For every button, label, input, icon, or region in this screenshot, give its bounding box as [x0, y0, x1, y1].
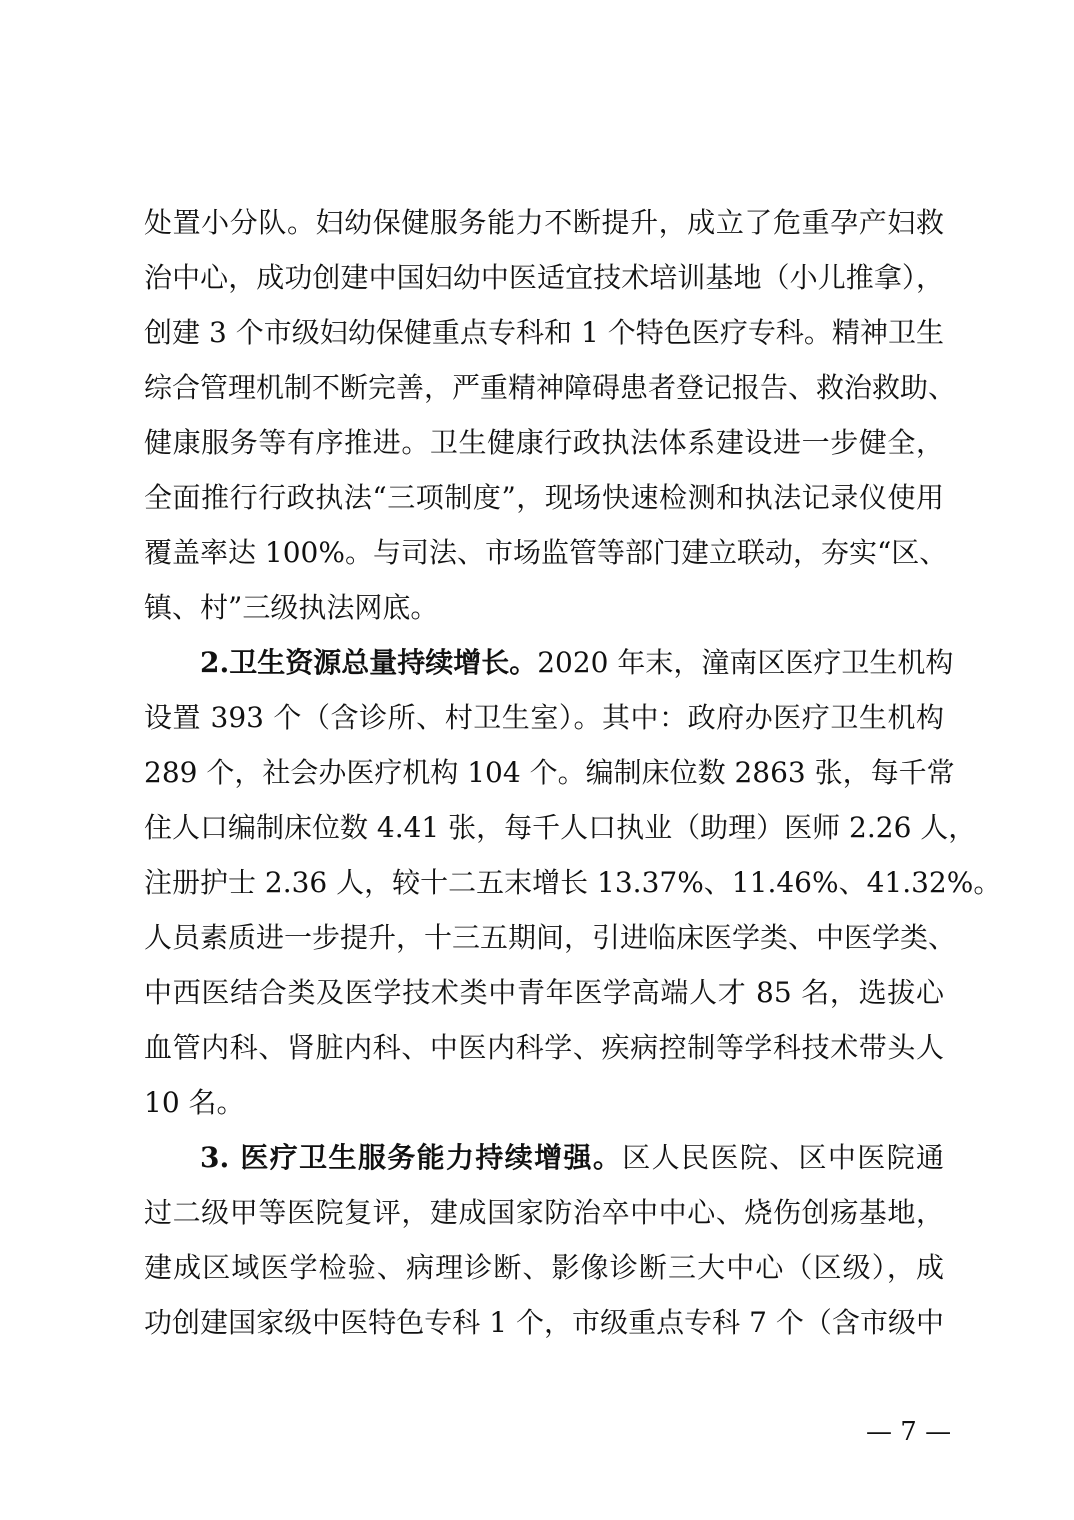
text-line: 综合管理机制不断完善，严重精神障碍患者登记报告、救治救助、 — [144, 371, 957, 404]
text-line: 全面推行行政执法“三项制度”，现场快速检测和执法记录仪使用 — [144, 481, 944, 514]
text-line: 过二级甲等医院复评，建成国家防治卒中中心、烧伤创疡基地， — [144, 1196, 944, 1229]
text-line: 覆盖率达 100%。与司法、市场监管等部门建立联动，夯实“区、 — [144, 536, 948, 569]
paragraph-heading: 3. 医疗卫生服务能力持续增强。 — [200, 1141, 623, 1174]
text-line: 人员素质进一步提升，十三五期间，引进临床医学类、中医学类、 — [144, 921, 957, 954]
text-line: 中西医结合类及医学技术类中青年医学高端人才 85 名，选拔心 — [144, 976, 944, 1009]
text-line: 镇、村”三级执法网底。 — [144, 591, 439, 624]
text-line: 10 名。 — [144, 1086, 245, 1119]
text-line: 功创建国家级中医特色专科 1 个，市级重点专科 7 个（含市级中 — [144, 1306, 944, 1339]
text-line: 处置小分队。妇幼保健服务能力不断提升，成立了危重孕产妇救 — [144, 206, 944, 239]
text-line: 创建 3 个市级妇幼保健重点专科和 1 个特色医疗专科。精神卫生 — [144, 316, 944, 349]
page-number: — 7 — — [866, 1417, 952, 1447]
text-line: 健康服务等有序推进。卫生健康行政执法体系建设进一步健全， — [144, 426, 944, 459]
paragraph-lead-text: 2020 年末，潼南区医疗卫生机构 — [537, 646, 954, 679]
text-line: 建成区域医学检验、病理诊断、影像诊断三大中心（区级），成 — [144, 1251, 944, 1284]
text-line: 住人口编制床位数 4.41 张，每千人口执业（助理）医师 2.26 人， — [144, 811, 977, 844]
paragraph-lead-text: 区人民医院、区中医院通 — [622, 1141, 944, 1174]
text-line: 注册护士 2.36 人，较十二五末增长 13.37%、11.46%、41.32%。 — [144, 866, 1002, 899]
paragraph-first-line — [200, 1138, 944, 1178]
text-line: 血管内科、肾脏内科、中医内科学、疾病控制等学科技术带头人 — [144, 1031, 944, 1064]
text-line: 设置 393 个（含诊所、村卫生室）。其中：政府办医疗卫生机构 — [144, 701, 944, 734]
text-line: 治中心，成功创建中国妇幼中医适宜技术培训基地（小儿推拿）， — [144, 261, 944, 294]
paragraph-first-line — [200, 643, 954, 683]
paragraph-heading: 2.卫生资源总量持续增长。 — [200, 646, 538, 679]
text-line: 289 个，社会办医疗机构 104 个。编制床位数 2863 张，每千常 — [144, 756, 955, 789]
